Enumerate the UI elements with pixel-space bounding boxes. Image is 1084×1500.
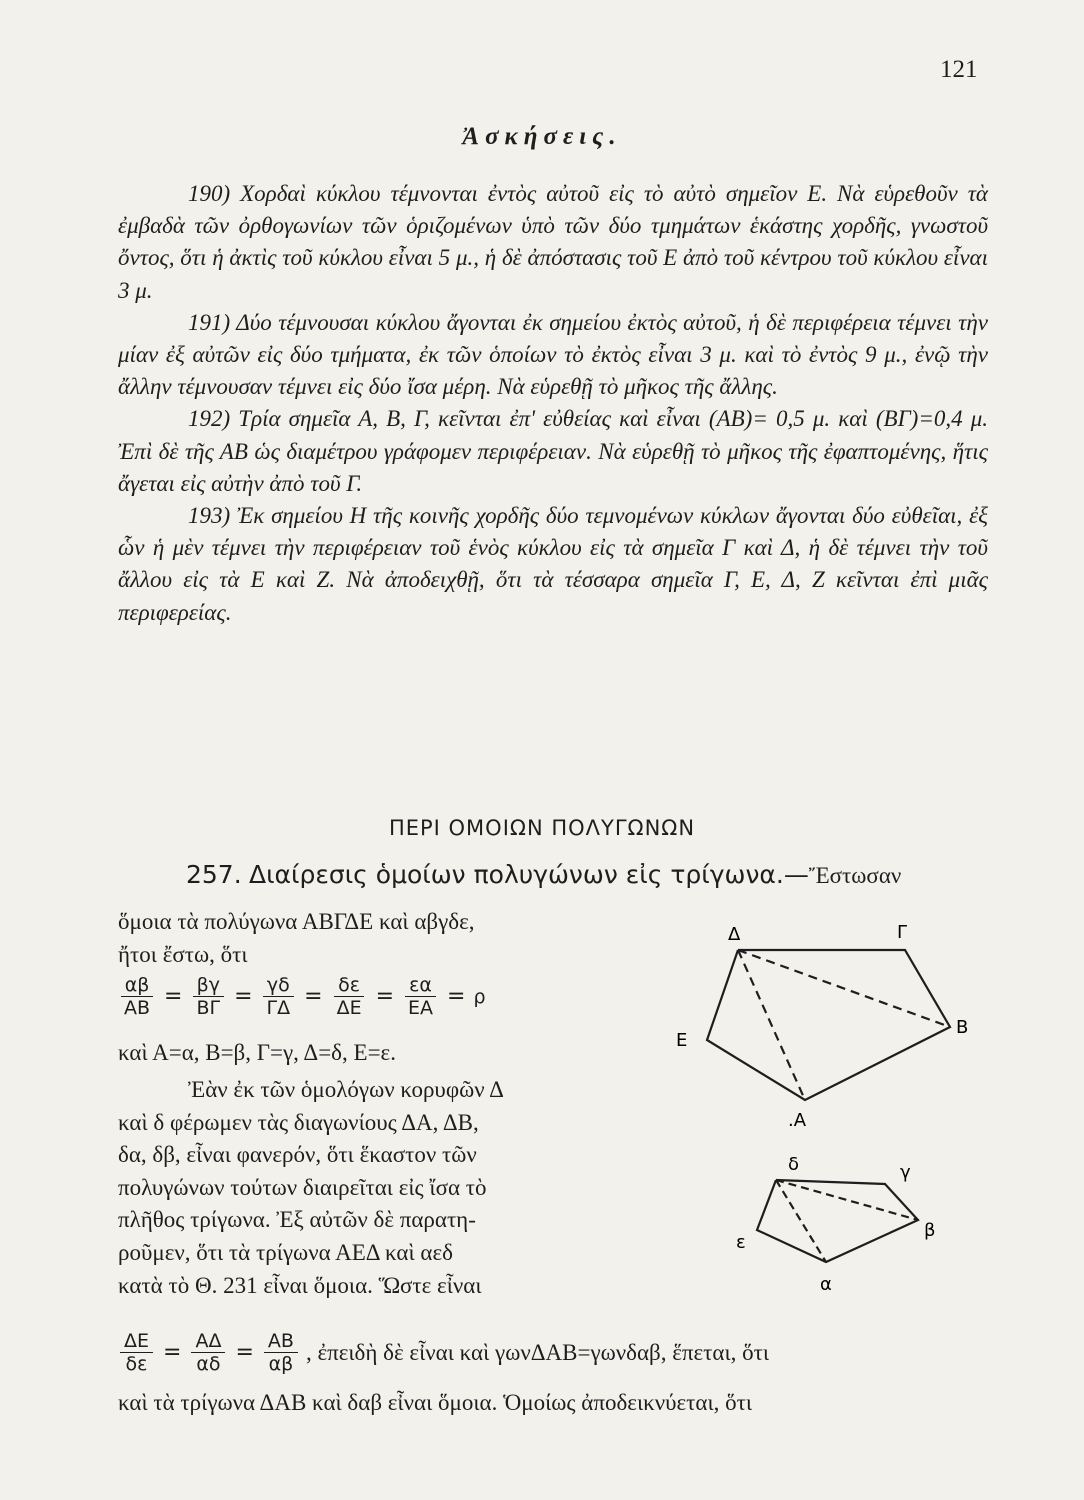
numerator: αβ [121, 974, 154, 997]
polygon-outline [757, 1180, 918, 1262]
numerator: ΑΔ [191, 1330, 225, 1353]
text-line: κατὰ τὸ Θ. 231 εἶναι ὅμοια. Ὥστε εἶναι [118, 1272, 482, 1298]
exercise-191: 191) Δύο τέμνουσαι κύκλου ἄγονται ἐκ σημείου ἐκτὸς αὐτοῦ, ἡ δὲ περιφέρεια τέμνει τὴν μίαν ἐξ αὐτῶν εἰς δύο τμήματα, ἐκ τῶν ὁποίων τὸ ἐκτὸς εἶναι 3 μ. καὶ τὸ ἐντὸς 9 μ., ἐνῷ τὴν ἄλλην τέμνουσαν τέμνει εἰς δύο ἴσα μέρη. Νὰ εὑρεθῇ τὸ μῆκος τῆς ἄλλης. [118, 309, 988, 400]
text-line: πολυγώνων τούτων διαιρεῖται εἰς ἴσα τὸ [118, 1174, 487, 1200]
exercise-190: 190) Χορδαὶ κύκλου τέμνονται ἐντὸς αὐτοῦ εἰς τὸ αὐτὸ σημεῖον Ε. Νὰ εὑρεθοῦν τὰ ἐμβαδὰ τῶν ὀρθογωνίων τῶν ὁριζομένων ὑπὸ τῶν δύο τμημάτων ἑκάστης χορδῆς, γνωστοῦ ὄντος, ὅτι ἡ ἀκτὶς τοῦ κύκλου εἶναι 5 μ., ἡ δὲ ἀπόστασις τοῦ Ε ἀπὸ τοῦ κέντρου τοῦ κύκλου εἶναι 3 μ. [118, 181, 988, 303]
exercise-193: 193) Ἐκ σημείου Η τῆς κοινῆς χορδῆς δύο τεμνομένων κύκλων ἄγονται δύο εὐθεῖαι, ἐξ ὧν ἡ μὲν τέμνει τὴν περιφέρειαν τοῦ ἑνὸς κύκλου εἰς τὰ σημεῖα Γ καὶ Δ, ἡ δὲ τέμνει τὴν τοῦ ἄλλου εἰς τὰ Ε καὶ Ζ. Νὰ ἀποδειχθῇ, ὅτι τὰ τέσσαρα σημεῖα Γ, Ε, Δ, Ζ κεῖνται ἐπὶ μιᾶς περιφερείας. [118, 503, 988, 625]
last-line: καὶ τὰ τρίγωνα ΔΑΒ καὶ δαβ εἶναι ὅμοια. Ὁμοίως ἀποδεικνύεται, ὅτι [118, 1390, 753, 1415]
small-polygon [757, 1180, 918, 1262]
denominator: δε [125, 1353, 148, 1375]
label-D: Δ [728, 924, 741, 945]
text-line: καὶ δ φέρωμεν τὰς διαγωνίους ΔΑ, ΔΒ, [118, 1109, 479, 1135]
numerator: ΔΕ [120, 1330, 153, 1353]
large-polygon [707, 950, 950, 1100]
label-g: γ [900, 1162, 911, 1183]
ratio-equation-2: $\frac{\Delta E}{\delta\varepsilon}$ = $\frac{A\Delta}{\alpha\delta}$ = $\frac{AB}{\alpha\beta}$ , ἐπειδὴ δὲ εἶναι καὶ γωνΔΑΒ=γωνδαβ, ἕπεται, ὅτι [118, 1330, 769, 1375]
numerator: εα [405, 974, 436, 997]
text-line: δα, δβ, εἶναι φανερόν, ὅτι ἕκαστον τῶν [118, 1142, 477, 1168]
label-b: β [924, 1220, 936, 1241]
diagonal-DB [738, 950, 950, 1027]
label-E: Ε [676, 1030, 688, 1051]
ratio2-tail: , ἐπειδὴ δὲ εἶναι καὶ γωνΔΑΒ=γωνδαβ, ἕπεται, ὅτι [305, 1339, 770, 1365]
denominator: ΕΑ [408, 997, 434, 1019]
chapter-heading: ΠΕΡΙ ΟΜΟΙΩΝ ΠΟΛΥΓΩΝΩΝ [388, 816, 696, 840]
denominator: ΔΕ [336, 997, 362, 1019]
text-line: ὅμοια τὰ πολύγωνα ΑΒΓΔΕ καὶ αβγδε, [118, 909, 475, 934]
label-e: ε [736, 1232, 746, 1253]
article-heading: Διαίρεσις ὁμοίων πολυγώνων εἰς τρίγωνα.— [248, 860, 809, 889]
numerator: βγ [193, 974, 224, 997]
denominator: ΓΔ [266, 997, 291, 1019]
ratio-result: ρ [473, 985, 486, 1008]
page-number: 121 [940, 56, 978, 83]
denominator: ΒΓ [196, 997, 221, 1019]
numerator: γδ [263, 974, 294, 997]
text-line: ροῦμεν, ὅτι τὰ τρίγωνα ΑΕΔ καὶ αεδ [118, 1239, 453, 1265]
denominator: αδ [196, 1353, 221, 1375]
label-B: Β [956, 1017, 969, 1038]
polygon-outline [707, 950, 950, 1100]
article-lead: Ἔστωσαν [808, 863, 902, 888]
numerator: δε [334, 974, 364, 997]
exercise-192: 192) Τρία σημεῖα Α, Β, Γ, κεῖνται ἐπ' εὐθείας καὶ εἶναι (ΑΒ)= 0,5 μ. καὶ (ΒΓ)=0,4 μ. Ἐπὶ δὲ τῆς ΑΒ ὡς διαμέτρου γράφομεν περιφέρειαν. Νὰ εὑρεθῇ τὸ μῆκος τῆς ἐφαπτομένης, ἥτις ἄγεται εἰς αὐτὴν ἀπὸ τοῦ Γ. [118, 406, 988, 496]
label-a: α [820, 1274, 832, 1295]
ratio-equation: $\frac{\alpha\beta}{AB}$ = $\frac{\beta\gamma}{B\Gamma}$ = $\frac{\gamma\delta}{\Gamma\Delta}$ = $\frac{\delta\varepsilon}{\Delta E}$ = $\frac{\varepsilon\alpha}{EA}$ = ρ [118, 974, 486, 1019]
numerator: ΑΒ [264, 1330, 298, 1353]
text-line: ἤτοι ἔστω, ὅτι [118, 941, 248, 967]
angles-line: καὶ Α=α, Β=β, Γ=γ, Δ=δ, Ε=ε. [118, 1040, 396, 1065]
text-line: πλῆθος τρίγωνα. Ἐξ αὐτῶν δὲ παρατη- [118, 1207, 476, 1233]
denominator: ΑΒ [124, 997, 151, 1019]
denominator: αβ [268, 1353, 294, 1375]
text-line: Ἐὰν ἐκ τῶν ὁμολόγων κορυφῶν Δ [188, 1077, 504, 1102]
label-A: .Α [788, 1110, 807, 1131]
article-number: 257. [186, 860, 242, 889]
section-title: Ἀσκήσεις. [462, 123, 622, 150]
label-d: δ [788, 1154, 800, 1175]
label-G: Γ [897, 922, 908, 943]
diagonal-DA [738, 950, 805, 1100]
